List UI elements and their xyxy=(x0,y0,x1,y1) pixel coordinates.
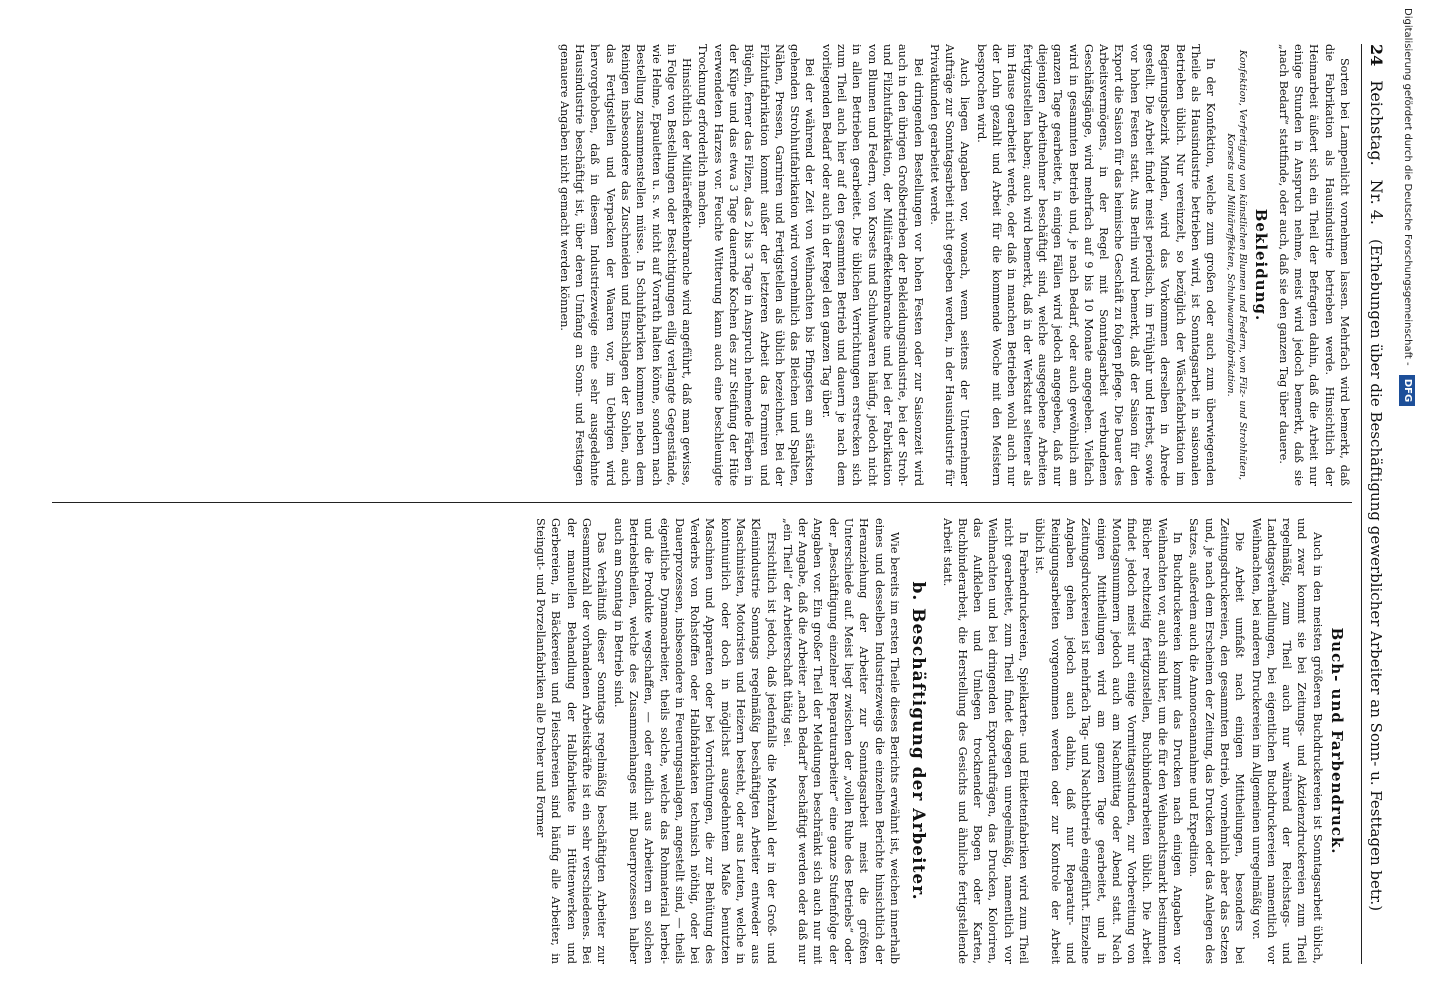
paragraph: Wie bereits im ersten Theile dieses Berichts erwähnt ist, weichen innerhalb eines und desselben Industriezweigs die einzelnen Berichte hinsichtlich der Heranziehung der Arbeiter zur Sonntagsarbeit meist die größten Unterschiede auf. Meist liegt zwischen der „vollen Ruhe des Betriebs“ oder der „Beschäftigung einzelner Reparaturarbeiter“ eine ganze Stufenfolge der Angaben vor. Ein großer Theil der Meldungen beschränkt sich auch nur mit der Angabe, daß die Arbeiter „nach Bedarf“ beschäftigt werden oder daß nur „ein Theil“ der Arbeiterschaft thätig sei. xyxy=(780,518,901,964)
publication-name: Reichstag. xyxy=(1367,80,1386,166)
paragraph: Auch in den meisten größeren Buchdruckereien ist Sonntagsarbeit üblich, und zwar kommt sie bei Zeitungs- und Akzidenzdruckereien zum Theil regelmäßig, zum Theil auch nur während der Reichstags- und Landtagsverhandlungen, bei eigentlichen Buchdruckereien namentlich vor Weihnachten, bei anderen Druckereien im Allgemeinen unregelmäßig vor. xyxy=(1249,518,1324,964)
section-heading-print: Buch- und Farbendruck. xyxy=(1328,627,1346,855)
right-column xyxy=(533,518,1352,964)
paragraph: In Farbendruckereien, Spielkarten- und Etikettenfabriken wird zum Theil nicht gearbeitet, zum Theil findet dagegen unregelmäßig, namentlich vor Weihnachten und bei dringenden Exportaufträgen, das Drucken, Koloriren, das Aufkleben und Umlegen trocknender Bogen oder Karten, Buchbinderarbeit, die Herstellung des Gesichts und ähnliche fertigstellende Arbeit statt. xyxy=(940,518,1031,964)
section-subheading: Konfektion, Verfertigung von künstlichen Blumen und Federn, von Filz- und Strohhüten, Korsets und Militäreffekten, Schuhwaarenfabrikation. xyxy=(1225,49,1249,481)
paragraph: Bei dringenden Bestellungen vor hohen Festen oder zur Saisonzeit wird auch in den übrigen Großbetrieben der Bekleidungsindustrie, bei der Stroh- und Filzhutfabrikation, der Militäreffektenbranche und bei der Fabrikation von Blumen und Federn, von Korsets und Schuhwaaren häufig, jedoch nicht in allen Betrieben gearbeitet. Die üblichen Verrichtungen erstrecken sich zum Theil auch hier auf den gesammten Betrieb und dauern je nach dem vorliegenden Bedarf oder auch in der Regel den ganzen Tag über. xyxy=(819,44,925,486)
paragraph: In Buchdruckereien kommt das Drucken nach einigen Angaben vor Weihnachten vor, auch sind hier, um die für den Weihnachtsmarkt bestimmten Bücher rechtzeitig fertigzustellen, Buchbinderarbeiten üblich. Die Arbeit findet jedoch meist nur einige Vormittagsstunden, zur Vorbereitung von Montagsnummern jedoch auch am Nachmittag oder Abend statt. Nach einigen Mittheilungen wird am ganzen Tage gearbeitet, und in Zeitungsdruckereien ist mehrfach Tag- und Nachtbetrieb eingeführt. Einzelne Angaben gehen jedoch auch dahin, daß nur Reparatur- und Reinigungsarbeiten vorgenommen werden oder zur Kontrole der Arbeit üblich ist. xyxy=(1033,518,1185,964)
paragraph: Auch liegen Angaben vor, wonach, wenn seitens der Unternehmer Aufträge zur Sonntagsarbeit nicht gegeben werden, in der Hausindustrie für Privatkunden gearbeitet werde. xyxy=(927,44,972,486)
dfg-logo: DFG xyxy=(1399,375,1415,406)
column-divider xyxy=(52,502,1352,503)
paragraph: Die Arbeit umfaßt nach einigen Mittheilungen, besonders bei Zeitungsdruckereien, den gesammten Betrieb, vornehmlich aber das Setzen und, je nach dem Erscheinen der Zeitung, das Drucken oder das Anlegen des Satzes, außerdem auch die Annoncenannahme und Expedition. xyxy=(1187,518,1247,964)
paragraph: Bei der während der Zeit von Weihnachten bis Pfingsten am stärksten gehenden Strohhutfabrikation wird vornehmlich das Bleichen und Spalten, Nähen, Pressen, Garniren und Fertigstellen als üblich bezeichnet. Bei der Filzhutfabrikation kommt außer der letzteren Arbeit das Formiren und Bügeln, ferner das Filzen, das 2 bis 3 Tage in Anspruch nehmende Färben in der Küpe und das etwa 3 Tage dauernde Kochen des zur Steifung der Hüte verwendeten Harzes vor. Feuchte Witterung kann auch eine beschleunigte Trocknung erforderlich machen. xyxy=(696,44,817,486)
header-title: (Erhebungen über die Beschäftigung gewerblicher Arbeiter an Sonn- u. Festtagen betr.) xyxy=(1367,239,1385,912)
page-number: 24 xyxy=(1367,44,1386,67)
paragraph: Sorten bei Lampenlicht vornehmen lassen. Mehrfach wird bemerkt, daß die Fabrikation als Hausindustrie betrieben werde. Hinsichtlich der Heimarbeit äußert sich ein Theil der Befragten dahin, daß die Arbeit nur einige Stunden in Anspruch nehme, meist wird jedoch bemerkt, daß sie „nach Bedarf“ stattfinde, oder auch, daß sie den ganzen Tag über dauere. xyxy=(1276,44,1351,486)
paragraph: In der Konfektion, welche zum großen oder auch zum überwiegenden Theile als Hausindustrie betrieben wird, ist Sonntagsarbeit in saisonalen Betrieben üblich. Nur vereinzelt, so bezüglich der Wäschefabrikation im Regierungsbezirk Minden, wird das Vorkommen derselben in Abrede gestellt. Die Arbeit findet meist periodisch, im Frühjahr und Herbst, sowie vor hohen Festen statt. Aus Berlin wird bemerkt, daß der Saison für den Export die Saison für das heimische Geschäft zu folgen pflege. Die Dauer des Arbeitsvermögens, in der Regel mit Sonntagsarbeit verbundenen Geschäftsgänge, wird mehrfach auf 9 bis 10 Monate angegeben. Vielfach wird in gesammten Betrieb und, je nach Bedarf, oder auch gewöhnlich am ganzen Tage gearbeitet, in einigen Fällen wird jedoch angegeben, daß nur diejenigen Arbeitnehmer beschäftigt sind, welche ausgegebene Arbeiten fertigzustellen haben; auch wird bemerkt, daß in der Werkstatt seltener als im Hause gearbeitet werde, oder daß in manchen Betrieben wohl auch nur der Lohn gezahlt und Arbeit für die kommende Woche mit den Meistern besprochen wird. xyxy=(974,44,1218,486)
section-heading-clothing: Bekleidung. xyxy=(1251,208,1270,322)
paragraph: Das Verhältniß dieser Sonntags regelmäßig beschäftigten Arbeiter zur Gesammtzahl der vorhandenen Arbeitskräfte ist ein sehr verschiedenes. Bei der manuellen Behandlung der Halbfabrikate in Hüttenwerken und Gerbereien, in Bäckereien und Fleischereien sind häufig alle Arbeiter, in Steingut- und Porzellanfabriken alle Dreher und Former xyxy=(534,518,609,964)
left-column xyxy=(556,44,1352,486)
section-heading-b: b. Beschäftigung der Arbeiter. xyxy=(908,581,929,901)
dfg-credit xyxy=(1396,8,1418,988)
paragraph: Ersichtlich ist jedoch, daß jedenfalls die Mehrzahl der in der Groß- und Kleinindustrie Sonntags regelmäßig beschäftigten Arbeiter entweder aus Maschinisten, Motoristen und Heizern besteht, oder aus Leuten, welche in kontinuirlich oder doch in möglichst ausgedehntem Maße benutzten Maschinen und Apparaten oder bei Vorrichtungen, die zur Behütung des Verderbs von Rohstoffen oder Halbfabrikaten technisch nöthig, oder bei Dauerprozessen, insbesondere in Feuerungsanlagen, angestellt sind, — theils eigentliche Dynamoarbeiter, theils solche, welche das Rohmaterial herbei- und die Produkte wegschaffen, — oder endlich aus Arbeitern an solchen Betriebstheilen, welche des Zusammenhanges mit Dauerprozessen halber auch am Sonntag in Betrieb sind. xyxy=(611,518,778,964)
dfg-credit-text: Digitalisierung gefördert durch die Deutsche Forschungsgemeinschaft - xyxy=(1402,8,1413,366)
page-header xyxy=(1361,44,1388,964)
paragraph: Hinsichtlich der Militäreffektenbranche wird angeführt, daß man gewisse, in Folge von Bestellungen oder Besichtigungen eilig verlangte Gegenstände, wie Helme, Epauletten u. s. w. nicht auf Vorrath halten könne, sondern nach Bestellung zusammenstellen müsse. In Schuhfabriken kommen neben dem Reinigen insbesondere das Zuschneiden und Einschlagen der Sohlen, auch das Fertigstellen und Verpacken der Waaren vor, im Uebrigen wird hervorgehoben, daß in diesem Industriezweige eine sehr ausgedehnte Hausindustrie beschäftigt ist, über deren Umfang an Sonn- und Festtagen genauere Angaben nicht gemacht werden können. xyxy=(557,44,694,486)
issue-number: Nr. 4. xyxy=(1367,179,1386,225)
